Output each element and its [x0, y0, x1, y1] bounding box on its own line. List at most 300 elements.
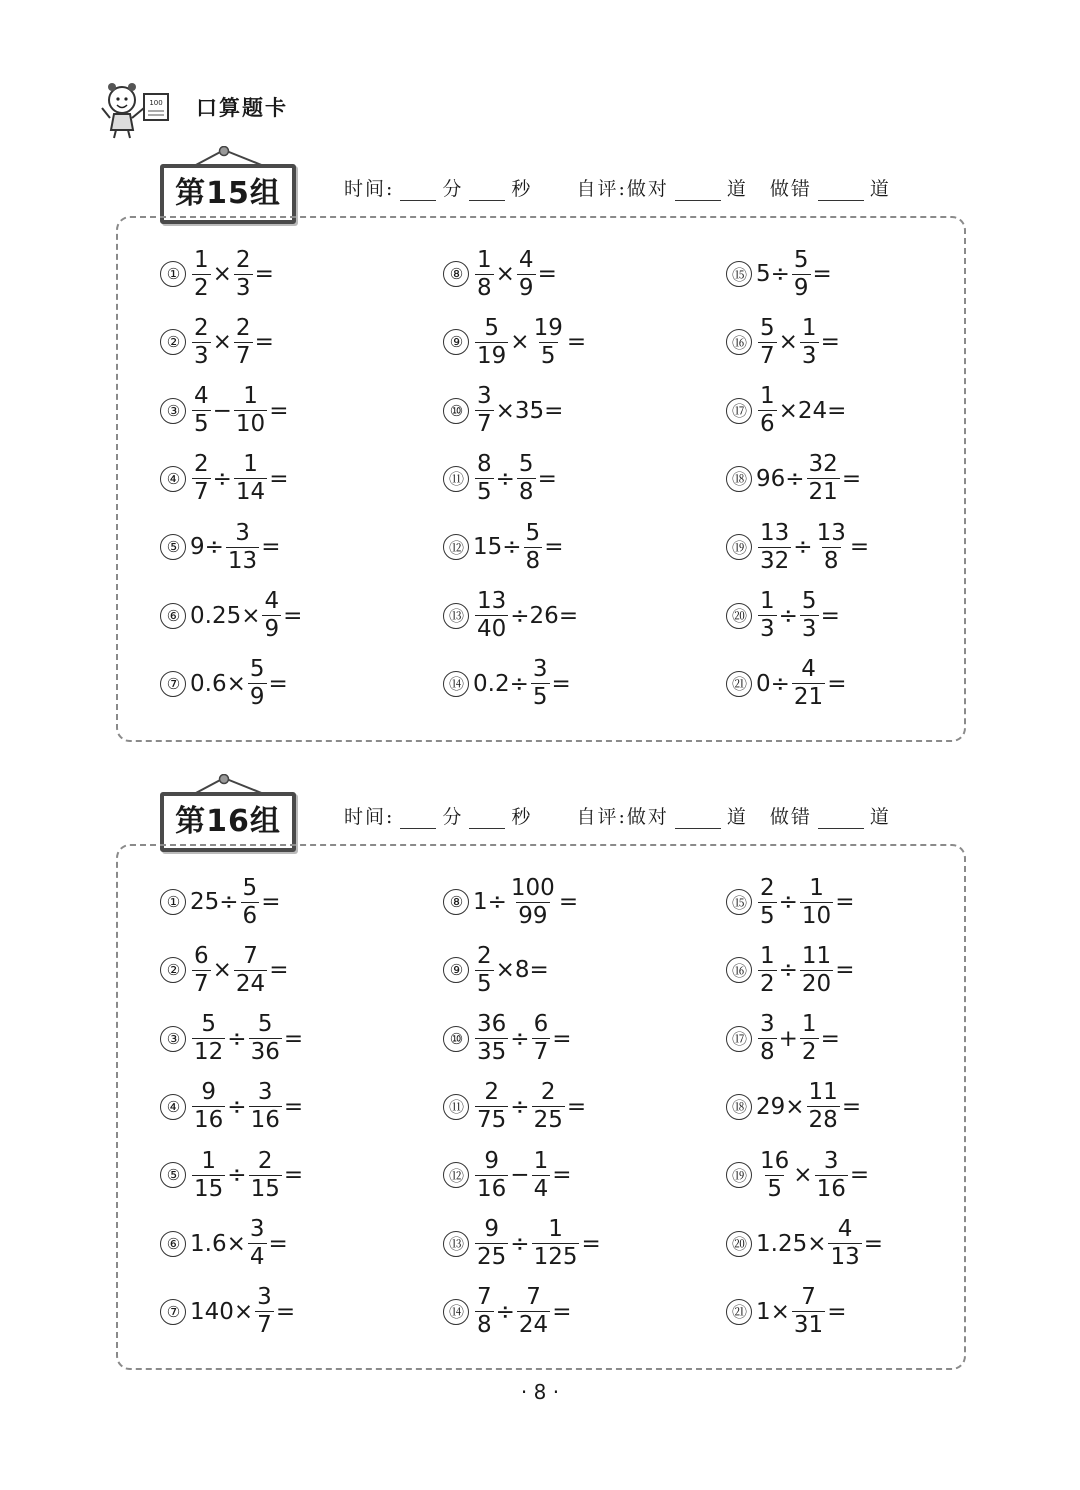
fraction — [792, 1286, 825, 1337]
problem-item — [443, 652, 571, 716]
fraction — [192, 246, 211, 301]
fraction — [800, 942, 833, 997]
operator-text: = — [552, 1298, 572, 1325]
numerator: 3 — [823, 1147, 839, 1174]
minutes-blank[interactable] — [400, 182, 436, 201]
seconds-label: 秒 — [511, 178, 533, 200]
denominator: 3 — [235, 274, 251, 301]
operator-text: = — [269, 465, 289, 492]
score-line — [344, 174, 891, 201]
denominator: 13 — [227, 547, 258, 574]
wrong-count-blank[interactable] — [818, 810, 864, 829]
operator-text: = — [283, 602, 303, 629]
fraction — [241, 874, 260, 929]
denominator: 20 — [801, 970, 832, 997]
numerator: 7 — [477, 1284, 492, 1311]
numerator: 7 — [243, 942, 258, 969]
denominator: 5 — [540, 342, 556, 369]
numerator: 1 — [477, 246, 492, 273]
denominator: 14 — [235, 479, 266, 506]
operator-text: × — [212, 957, 232, 984]
denominator: 10 — [801, 902, 832, 929]
operator-text: = — [812, 261, 832, 287]
operator-text: = — [566, 329, 587, 356]
numerator: 4 — [518, 246, 534, 273]
numerator: 7 — [801, 1284, 816, 1311]
numerator: 100 — [510, 874, 555, 901]
numerator: 11 — [808, 1079, 838, 1106]
operator-text: = — [268, 670, 288, 697]
operator-text: 9÷ — [190, 534, 224, 561]
fraction — [475, 1218, 508, 1269]
fraction — [234, 942, 267, 997]
numerator: 13 — [816, 519, 846, 546]
operator-text: = — [863, 1230, 884, 1257]
fraction — [517, 246, 536, 301]
problem-number: ⑦ — [160, 1299, 186, 1325]
operator-text: 0.25× — [190, 602, 261, 629]
denominator: 35 — [477, 1039, 507, 1066]
problem-number: ⑰ — [726, 398, 752, 424]
numerator: 5 — [760, 314, 775, 341]
numerator: 5 — [257, 1011, 273, 1038]
time-label: 时间: — [344, 178, 395, 200]
operator-text: = — [283, 1025, 304, 1052]
operator-text: = — [261, 534, 281, 561]
problem-item — [443, 242, 557, 306]
numerator: 19 — [533, 314, 563, 341]
wrong-label: 做错 — [769, 806, 812, 828]
denominator: 28 — [808, 1107, 838, 1134]
denominator: 3 — [760, 616, 775, 642]
numerator: 2 — [540, 1079, 556, 1106]
correct-count-blank[interactable] — [675, 182, 721, 201]
fraction — [475, 314, 508, 369]
denominator: 5 — [767, 1175, 782, 1202]
denominator: 9 — [793, 274, 809, 301]
problem-number: ⑮ — [726, 261, 752, 287]
problem-number: ② — [160, 329, 186, 355]
fraction — [532, 1081, 565, 1132]
operator-text: ÷ — [778, 957, 798, 984]
operator-text: = — [261, 889, 281, 915]
numerator: 3 — [257, 1079, 273, 1106]
fraction — [758, 314, 777, 369]
denominator: 75 — [477, 1107, 507, 1134]
fraction — [800, 314, 819, 369]
denominator: 8 — [477, 1312, 492, 1339]
operator-text: ÷ — [793, 534, 813, 561]
problem-item — [443, 870, 578, 934]
numerator: 1 — [533, 1147, 549, 1174]
operator-text: 1.6× — [190, 1230, 246, 1257]
mascot-sign-text: 100 — [149, 99, 163, 107]
operator-text: 5÷ — [756, 261, 790, 287]
fraction — [192, 1147, 225, 1202]
wrong-unit-label: 道 — [869, 806, 891, 828]
operator-text: × — [510, 329, 530, 356]
correct-count-blank[interactable] — [675, 810, 721, 829]
denominator: 7 — [194, 970, 209, 997]
operator-text: 0.6× — [190, 670, 246, 697]
denominator: 6 — [760, 411, 775, 438]
wrong-label: 做错 — [769, 178, 812, 200]
problem-number: ⑩ — [443, 1026, 469, 1052]
operator-text: = — [835, 889, 855, 915]
problem-item — [443, 1007, 571, 1071]
fraction — [758, 590, 777, 641]
fraction — [758, 385, 777, 436]
fraction — [792, 658, 825, 709]
problem-item — [160, 242, 274, 306]
fraction — [524, 519, 543, 574]
numerator: 1 — [243, 383, 258, 410]
denominator: 21 — [808, 479, 838, 506]
problem-number: ⑬ — [443, 603, 469, 629]
denominator: 32 — [760, 547, 790, 574]
fraction — [475, 1081, 508, 1132]
denominator: 5 — [477, 970, 492, 997]
numerator: 5 — [249, 656, 265, 683]
problem-item — [443, 1075, 586, 1139]
numerator: 1 — [809, 874, 824, 901]
group-title-board — [160, 146, 296, 224]
denominator: 21 — [793, 684, 824, 711]
operator-text: × — [212, 329, 232, 356]
group-title: 第15组 — [175, 176, 281, 211]
fraction — [255, 1286, 274, 1337]
numerator: 5 — [201, 1011, 216, 1038]
operator-text: = — [269, 397, 289, 424]
fraction — [758, 1013, 777, 1064]
denominator: 8 — [760, 1039, 775, 1066]
problem-item — [160, 310, 274, 374]
problem-number: ⑭ — [443, 671, 469, 697]
problem-number: ⑥ — [160, 1231, 186, 1257]
problem-item — [726, 515, 869, 579]
operator-text: ÷26= — [510, 602, 579, 629]
denominator: 8 — [525, 547, 541, 574]
problem-number: ⑦ — [160, 671, 186, 697]
minutes-blank[interactable] — [400, 810, 436, 829]
denominator: 4 — [533, 1175, 549, 1202]
operator-text: 96÷ — [756, 465, 805, 492]
operator-text: 15÷ — [473, 534, 522, 561]
correct-label: 自评:做对 — [576, 178, 669, 200]
score-line — [344, 802, 891, 829]
time-label: 时间: — [344, 806, 395, 828]
problem-item — [726, 870, 854, 934]
numerator: 9 — [201, 1079, 216, 1106]
denominator: 2 — [801, 1039, 817, 1066]
problem-item — [443, 1212, 601, 1276]
problem-item — [726, 242, 832, 306]
numerator: 6 — [533, 1011, 549, 1038]
numerator: 9 — [484, 1147, 499, 1174]
fraction — [815, 519, 848, 574]
numerator: 1 — [760, 383, 775, 410]
seconds-blank[interactable] — [469, 182, 505, 201]
operator-text: = — [566, 1093, 587, 1120]
fraction — [475, 1147, 508, 1202]
operator-text: 0.2÷ — [473, 670, 529, 697]
problem-item — [160, 379, 288, 443]
operator-text: ×24= — [778, 397, 847, 424]
fraction — [475, 942, 494, 997]
operator-text: = — [283, 1162, 304, 1189]
denominator: 7 — [257, 1312, 272, 1339]
fraction — [758, 874, 777, 929]
denominator: 99 — [518, 902, 548, 929]
denominator: 24 — [235, 970, 266, 997]
numerator: 1 — [801, 314, 817, 341]
denominator: 7 — [235, 342, 251, 369]
problem-item — [726, 1075, 861, 1139]
fraction — [532, 1013, 551, 1064]
numerator: 16 — [760, 1147, 790, 1174]
wrong-unit-label: 道 — [869, 178, 891, 200]
problem-number: ㉑ — [726, 671, 752, 697]
denominator: 16 — [816, 1175, 846, 1202]
correct-unit-label: 道 — [726, 806, 748, 828]
fraction — [800, 590, 819, 641]
problem-number: ⑥ — [160, 603, 186, 629]
denominator: 9 — [518, 274, 534, 301]
problem-number: ⑩ — [443, 398, 469, 424]
problem-item — [726, 310, 840, 374]
numerator: 4 — [264, 588, 280, 614]
seconds-label: 秒 — [511, 806, 533, 828]
problem-item — [160, 870, 280, 934]
fraction — [807, 1081, 840, 1132]
denominator: 24 — [518, 1312, 549, 1339]
operator-text: = — [849, 534, 870, 561]
denominator: 19 — [477, 342, 507, 369]
problem-number: ㉑ — [726, 1299, 752, 1325]
denominator: 7 — [533, 1039, 549, 1066]
fraction — [532, 314, 565, 369]
seconds-blank[interactable] — [469, 810, 505, 829]
problem-item — [726, 379, 846, 443]
problem-number: ④ — [160, 1094, 186, 1120]
numerator: 6 — [194, 942, 209, 969]
denominator: 7 — [760, 342, 775, 369]
operator-text: − — [510, 1162, 530, 1189]
numerator: 9 — [484, 1216, 499, 1242]
problem-item — [726, 1212, 883, 1276]
operator-text: = — [268, 1230, 288, 1257]
problem-item — [726, 1143, 869, 1207]
denominator: 3 — [801, 616, 817, 642]
problem-number: ⑧ — [443, 889, 469, 915]
fraction — [192, 385, 211, 436]
problem-number: ⑭ — [443, 1299, 469, 1325]
fraction — [475, 1013, 508, 1064]
numerator: 4 — [837, 1216, 853, 1242]
numerator: 3 — [477, 383, 492, 410]
problem-number: ⑲ — [726, 1162, 752, 1188]
fraction — [475, 1286, 494, 1337]
numerator: 1 — [548, 1216, 563, 1242]
numerator: 11 — [801, 942, 832, 969]
numerator: 4 — [801, 656, 816, 683]
wrong-count-blank[interactable] — [818, 182, 864, 201]
operator-text: ×35= — [495, 397, 564, 424]
denominator: 8 — [477, 274, 492, 301]
fraction — [532, 1147, 551, 1202]
operator-text: × — [495, 261, 515, 287]
fraction — [226, 519, 259, 574]
fraction — [234, 314, 253, 369]
problem-item — [160, 584, 302, 648]
problem-number: ② — [160, 957, 186, 983]
operator-text: × — [793, 1162, 813, 1189]
problem-item — [443, 379, 563, 443]
operator-text: 1.25× — [756, 1230, 827, 1257]
problem-number: ⑤ — [160, 534, 186, 560]
numerator: 1 — [243, 451, 258, 478]
denominator: 40 — [477, 616, 507, 642]
operator-text: = — [835, 957, 855, 984]
operator-text: = — [558, 889, 579, 915]
problem-number: ① — [160, 889, 186, 915]
denominator: 8 — [823, 547, 839, 574]
fraction — [758, 942, 777, 997]
denominator: 16 — [194, 1107, 224, 1134]
fraction — [192, 942, 211, 997]
numerator: 5 — [793, 246, 809, 273]
operator-text: = — [827, 1298, 847, 1325]
fraction — [758, 519, 791, 574]
denominator: 15 — [250, 1175, 280, 1202]
operator-text: = — [537, 465, 557, 492]
numerator: 5 — [801, 588, 817, 614]
denominator: 8 — [518, 479, 534, 506]
correct-label: 自评:做对 — [576, 806, 669, 828]
fraction — [234, 385, 267, 436]
problem-item — [160, 1143, 303, 1207]
operator-text: = — [849, 1162, 870, 1189]
denominator: 36 — [250, 1039, 280, 1066]
problem-item — [726, 1007, 840, 1071]
fraction — [248, 1218, 267, 1269]
problem-item — [443, 447, 557, 511]
numerator: 32 — [808, 451, 838, 478]
problem-number: ⑪ — [443, 466, 469, 492]
denominator: 9 — [264, 616, 280, 642]
problem-item — [443, 938, 549, 1002]
problem-item — [160, 938, 288, 1002]
denominator: 7 — [477, 411, 492, 438]
operator-text: = — [820, 602, 840, 629]
operator-text: + — [778, 1025, 798, 1052]
numerator: 5 — [518, 451, 534, 478]
problem-item — [726, 652, 846, 716]
problem-item — [726, 1280, 846, 1344]
problem-item — [726, 584, 840, 648]
operator-text: = — [254, 329, 274, 356]
numerator: 2 — [235, 246, 251, 273]
problem-item — [160, 1280, 295, 1344]
fraction — [828, 1218, 861, 1269]
problem-item — [160, 1007, 303, 1071]
numerator: 13 — [760, 519, 790, 546]
fraction — [758, 1147, 791, 1202]
operator-text: 1× — [756, 1298, 790, 1325]
operator-text: = — [820, 1025, 840, 1052]
problem-number: ⑫ — [443, 534, 469, 560]
denominator: 16 — [250, 1107, 280, 1134]
numerator: 3 — [532, 656, 548, 683]
operator-text: = — [275, 1298, 296, 1325]
numerator: 4 — [194, 383, 209, 410]
numerator: 1 — [760, 942, 775, 969]
operator-text: 140× — [190, 1298, 254, 1325]
fraction — [800, 874, 833, 929]
fraction — [517, 1286, 550, 1337]
numerator: 7 — [526, 1284, 541, 1311]
fraction — [249, 1081, 282, 1132]
problem-item — [443, 1143, 571, 1207]
problem-item — [443, 515, 563, 579]
problem-item — [160, 515, 280, 579]
operator-text: 0÷ — [756, 670, 790, 697]
numerator: 36 — [477, 1011, 507, 1038]
operator-text: 1÷ — [473, 889, 507, 915]
problem-number: ⑰ — [726, 1026, 752, 1052]
problem-number: ⑪ — [443, 1094, 469, 1120]
operator-text: ÷ — [778, 602, 798, 629]
problem-item — [160, 447, 288, 511]
problem-number: ⑨ — [443, 329, 469, 355]
numerator: 3 — [235, 519, 250, 546]
denominator: 15 — [194, 1175, 224, 1202]
denominator: 31 — [793, 1312, 824, 1339]
problem-number: ⑬ — [443, 1231, 469, 1257]
operator-text: ÷ — [227, 1093, 247, 1120]
operator-text: = — [269, 957, 289, 984]
numerator: 5 — [242, 874, 258, 901]
numerator: 2 — [760, 874, 775, 901]
numerator: 2 — [235, 314, 251, 341]
operator-text: = — [827, 670, 847, 697]
problem-number: ⑮ — [726, 889, 752, 915]
numerator: 5 — [484, 314, 499, 341]
denominator: 4 — [249, 1244, 265, 1270]
operator-text: 29× — [756, 1093, 805, 1120]
numerator: 2 — [194, 451, 209, 478]
mascot-illustration — [100, 78, 175, 140]
denominator: 6 — [242, 902, 258, 929]
minutes-label: 分 — [442, 178, 464, 200]
problem-number: ⑫ — [443, 1162, 469, 1188]
group-title: 第16组 — [175, 804, 281, 839]
problem-item — [160, 1212, 288, 1276]
fraction — [807, 453, 840, 504]
denominator: 16 — [477, 1175, 507, 1202]
operator-text: = — [544, 534, 564, 561]
page-number: · 8 · — [520, 1380, 560, 1404]
numerator: 2 — [257, 1147, 273, 1174]
problem-number: ⑨ — [443, 957, 469, 983]
operator-text: ÷ — [227, 1025, 247, 1052]
fraction — [192, 314, 211, 369]
numerator: 3 — [760, 1011, 775, 1038]
fraction — [792, 246, 811, 301]
fraction — [475, 385, 494, 436]
numerator: 13 — [477, 588, 507, 614]
operator-text: = — [254, 261, 274, 287]
